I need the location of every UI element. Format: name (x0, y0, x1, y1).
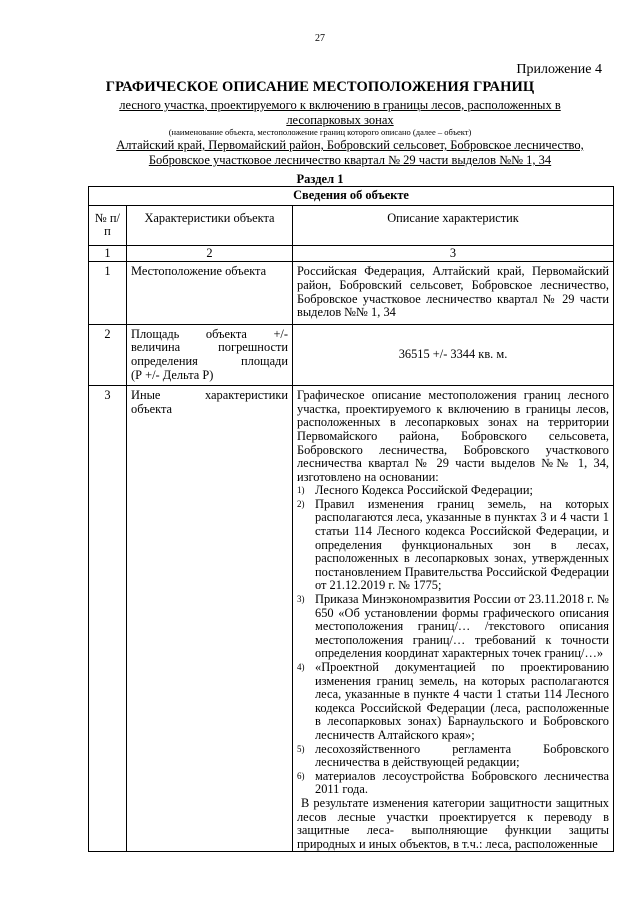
subtitle-line-1: лесного участка, проектируемого к включению в границы лесов, расположенных в (119, 98, 561, 112)
list-item-number: 4) (297, 662, 305, 672)
list-item (297, 593, 609, 661)
table-header-row (89, 205, 614, 245)
list-item-number: 1) (297, 485, 305, 496)
row-description: Российская Федерация, Алтайский край, Первомайский район, Бобровский сельсовет, Бобровское лесничество, Бобровское участковое лесничество квартал № 29 части выделов №№ 1, 34 (293, 262, 614, 324)
header-characteristic: Характеристики объекта (127, 205, 293, 245)
row-description (293, 386, 614, 852)
table-caption-row (89, 187, 614, 206)
basis-list (297, 484, 609, 797)
list-item-number: 5) (297, 743, 305, 754)
table-row (89, 386, 614, 852)
list-item (297, 661, 609, 743)
list-item-text: лесохозяйственного регламента Бобровского лесничества в действующей редакции; (315, 741, 609, 770)
subtitle-line-2: лесопарковых зонах (286, 113, 394, 127)
object-subtitle (100, 98, 580, 128)
row-characteristic: Иные характеристики объекта (127, 386, 293, 852)
list-item (297, 498, 609, 593)
header-number: № п/п (89, 205, 127, 245)
row-number: 3 (89, 386, 127, 852)
row-description: 36515 +/- 3344 кв. м. (293, 324, 614, 385)
list-item-text: материалов лесоустройства Бобровского лесничества 2011 года. (315, 768, 609, 797)
row-number: 2 (89, 324, 127, 385)
list-item-text: Правил изменения границ земель, на которых располагаются леса, указанные в пунктах 3 и 4 части 1 статьи 114 Лесного кодекса Российской Федерации, и определения функциональных зон в лесах, расположенных в лесопарковых зонах, утвержденных постановлением Правительства Российской Федерации от 21.12.2019 г. № 1775; (315, 496, 609, 593)
row-characteristic (127, 324, 293, 385)
list-item-number: 6) (297, 770, 305, 781)
header-num-1: 1 (89, 245, 127, 262)
table-header-numbers-row (89, 245, 614, 262)
section-heading: Раздел 1 (296, 172, 344, 186)
object-info-table (88, 186, 614, 852)
object-note: (наименование объекта, местоположение границ которого описано (далее – объект) (168, 127, 472, 137)
table-row (89, 262, 614, 324)
row-characteristic: Местоположение объекта (127, 262, 293, 324)
table-caption: Сведения об объекте (89, 187, 614, 206)
description-outro: В результате изменения категории защитности защитных лесов лесные участки проектируется к переводу в защитные леса- выполняющие функции защиты природных и иных объектов, в т.ч.: леса, расположенные (297, 795, 609, 851)
row-characteristic-extra: (Р +/- Дельта Р) (131, 367, 214, 382)
list-item-number: 3) (297, 594, 305, 605)
list-item (297, 743, 609, 770)
list-item-number: 2) (297, 498, 305, 509)
row-number: 1 (89, 262, 127, 324)
object-location (90, 138, 610, 168)
row-characteristic-text: Площадь объекта +/- величина погрешности определения площади (131, 326, 288, 368)
location-line-2: Бобровское участковое лесничество квартал № 29 части выделов №№ 1, 34 (148, 153, 552, 167)
list-item-text: «Проектной документацией по проектированию изменения границ земель, на которых располагаются леса, указанные в пункте 4 части 1 статьи 114 Лесного кодекса Российской Федерации (леса, расположенные в лесопарковых зонах) Барнаульского и Бобровского лесничеств Алтайского края»; (315, 660, 609, 742)
header-description: Описание характеристик (293, 205, 614, 245)
list-item (297, 770, 609, 797)
description-intro: Графическое описание местоположения границ лесного участка, проектируемого к включению в границы лесов, расположенных в лесопарковых зонах на территории Первомайского района, Бобровского сельсовета, Бобровского лесничества, Бобровского участкового лесничества квартал № 29 части выделов №№ 1, 34, изготовлено на основании: (297, 388, 609, 484)
list-item-text: Лесного Кодекса Российской Федерации; (315, 483, 533, 498)
header-num-3: 3 (293, 245, 614, 262)
appendix-label: Приложение 4 (516, 62, 602, 77)
list-item (297, 484, 609, 498)
header-num-2: 2 (127, 245, 293, 262)
location-line-1: Алтайский край, Первомайский район, Бобровский сельсовет, Бобровское лесничество, (116, 138, 584, 152)
document-title: ГРАФИЧЕСКОЕ ОПИСАНИЕ МЕСТОПОЛОЖЕНИЯ ГРАНИЦ (105, 79, 535, 95)
list-item-text: Приказа Минэкономразвития России от 23.11.2018 г. № 650 «Об установлении формы графического описания местоположения границ/… /текстового описания местоположения границ/… требований к точности определения координат характерных точек границ/…» (315, 592, 609, 661)
page-number: 27 (315, 33, 325, 44)
table-row (89, 324, 614, 385)
